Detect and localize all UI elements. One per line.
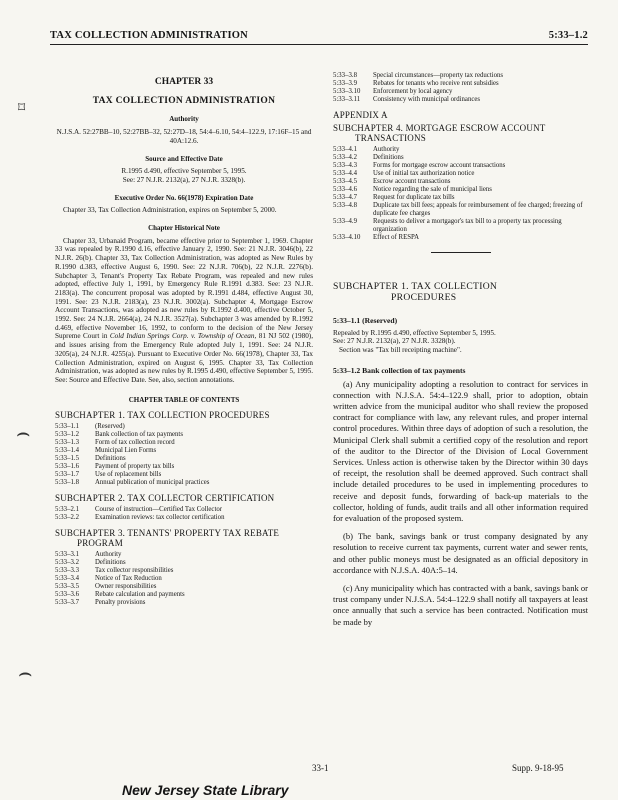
toc-entry-number: 5:33–1.2 [55,431,79,439]
toc-entry [55,583,313,591]
case-citation: Cold Indian Springs Corp. v. Township of Ocean, [109,332,257,341]
toc-entry-title: Special circumstances—property tax reductions [373,72,504,79]
toc-entry-title: Municipal Lien Forms [95,447,157,455]
toc-entry-number: 5:33–3.1 [55,551,79,559]
toc-entry-title: Owner responsibilities [95,583,157,591]
toc-entry-title: Notice regarding the sale of municipal liens [373,186,492,193]
toc-entry-title: Consistency with municipal ordinances [373,96,481,103]
toc-entry-number: 5:33–3.10 [333,88,361,95]
toc-entry-number: 5:33–4.3 [333,162,357,169]
toc-entry [55,431,313,439]
toc-entry [55,599,313,607]
toc-entry-title: Examination reviews: tax collector certification [95,514,225,522]
toc-entry-number: 5:33–1.3 [55,439,79,447]
toc-entry [55,439,313,447]
toc-entry [55,479,313,487]
paragraph-c: (c) Any municipality which has contracted with a bank, savings bank or trust company under N.J.S.A. 54:4–122.9 shall notify all taxpayers at least once annually that such a service has been contracted. Notification must be made by [333,582,588,627]
toc-entry [55,551,313,559]
toc-entry [333,146,588,154]
toc-entry-title: Effect of RESPA [373,234,420,241]
toc-entry-number: 5:33–4.8 [333,202,357,209]
toc-entry-number: 5:33–2.2 [55,514,79,522]
toc-entry-number: 5:33–1.5 [55,455,79,463]
toc-entry [55,471,313,479]
toc-entry [55,567,313,575]
toc-entry-title: Course of instruction—Certified Tax Collector [95,506,223,514]
toc-entry-title: Definitions [95,559,126,567]
toc-entry-number: 5:33–3.2 [55,559,79,567]
subchapter-1-title: SUBCHAPTER 1. TAX COLLECTION PROCEDURES [333,281,498,303]
appendix-heading: APPENDIX A [333,110,388,120]
paragraph-a: (a) Any municipality adopting a resolution to contract for services in connection with N.J.S.A. 54:4–122.9 shall, prior to adoption, obtain written advice from the municipal auditor who shall review the proposed contract for compliance with law, any relevant rules, and proper internal control procedures. Within three days of adoption of such a resolution, the Municipal Clerk shall submit a certified copy of the resolution and report of the auditor to the Director of the Division of Local Government Services. Unless action is otherwise taken by the Director within 30 days of receipt, the resolution shall be deemed approved. Such contract shall include detailed procedures to be used in implementing procedures to receive and deposit funds, forwarding of back-up materials to the collector, holding of funds, audit trails and all other information required for evaluation of the proposed system. [333,378,588,523]
executive-order-heading: Executive Order No. 66(1978) Expiration Date [114,193,254,202]
toc-entry [333,234,588,242]
header-section: 5:33–1.2 [548,30,588,41]
toc-entry-title: Bank collection of tax payments [95,431,183,439]
toc-entry-number: 5:33–3.4 [55,575,79,583]
toc-entry-title: Form of tax collection record [95,439,175,447]
toc-entry [55,455,313,463]
toc-entry-title: Escrow account transactions [373,178,451,185]
subchapter-4-list [333,146,588,242]
toc-entry [55,514,313,522]
toc-entry [333,80,588,88]
running-header [50,30,588,45]
paragraph-b: (b) The bank, savings bank or trust company designated by any resolution to receive current tax payments, current water and sewer rents, and other public moneys must be designated as an official depository in accordance with N.J.S.A. 40A:5–14. [333,531,588,575]
toc-heading: CHAPTER TABLE OF CONTENTS [128,395,240,404]
section-1-1-note: Section was "Tax bill receipting machine". [339,346,462,355]
executive-order-text: Chapter 33, Tax Collection Administration, expires on September 5, 2000. [63,206,277,215]
toc-entry [333,154,588,162]
source-line-2: See: 27 N.J.R. 2132(a), 27 N.J.R. 3328(b). [122,175,246,184]
supplement-date: Supp. 9-18-95 [512,763,564,773]
toc-entry-number: 5:33–1.8 [55,479,79,487]
toc-entry-number: 5:33–3.5 [55,583,79,591]
table-of-contents [55,410,313,607]
toc-entry-number: 5:33–4.10 [333,234,361,241]
toc-entry [55,423,313,431]
toc-entry-number: 5:33–3.7 [55,599,79,607]
toc-subchapter-heading: SUBCHAPTER 3. TENANTS' PROPERTY TAX REBATE PROGRAM [55,528,280,549]
toc-entry-number: 5:33–1.4 [55,447,79,455]
toc-entry-title: Tax collector responsibilities [95,567,174,575]
toc-entry-number: 5:33–4.4 [333,170,357,177]
toc-entry-number: 5:33–4.5 [333,178,357,185]
toc-entry-number: 5:33–4.9 [333,218,357,225]
binder-hole-mark-icon: ⌢ [18,660,33,685]
toc-entry [55,559,313,567]
toc-entry [55,506,313,514]
toc-entry-title: Definitions [95,455,126,463]
toc-entry [333,72,588,80]
toc-entry-title: Authority [95,551,122,559]
toc-entry-title: Rebates for tenants who receive rent subsidies [373,80,499,87]
section-1-2-heading: 5:33–1.2 Bank collection of tax payments [333,365,466,375]
toc-entry-number: 5:33–4.2 [333,154,357,161]
toc-entry-title: Rebate calculation and payments [95,591,185,599]
toc-list [55,551,313,607]
source-line-1: R.1995 d.490, effective September 5, 1995. [121,167,247,176]
toc-entry-title: Forms for mortgage escrow account transactions [373,162,506,169]
toc-entry-title: Request for duplicate tax bills [373,194,455,201]
historical-note-text: Chapter 33, Urbanaid Program, became effective prior to September 1, 1969. Chapter 33 was repealed by R.1990 d.16, effective January 2, 1990. See: 21 N.J.R. 3046(b), 22 N.J.R. 26(b). Chapter 33, Tax Collection Administration, was adopted as New Rules by R.1990 d.383, effective August 6, 1990. See: 22 N.J.R. 706(b), 22 N.J.R. 2276(b). Subchapter 3, Tenant's Property Tax Rebate Program, was repealed and new rules adopted, effective July 1, 1991, by Emergency Rule R.1991 d.383. See: 23 N.J.R. 2183(a). The concurrent proposal was adopted by R.1991 d.484, effective August 30, 1991. See: 23 N.J.R. 2183(a), 23 N.J.R. 3002(a). Subchapter 4, Mortgage Escrow Account Transactions, was adopted as new rules by R.1992 d.400, effective October 5, 1992. See: 24 N.J.R. 2664(a), 24 N.J.R. 3527(a). Subchapter 3 was amended by R.1992 d.469, effective November 16, 1992, to conform to the decision of the New Jersey Supreme Court in Cold Indian Springs Corp. v. Township of Ocean, 81 NJ 502 (1980), and issues arising from the Emergency Rule adopted July 1, 1991. See: 24 N.J.R. 3205(a), 24 N.J.R. 4255(a). Pursuant to Executive Order No. 66(1978), Chapter 33, Tax Collection Administration, expired on August 6, 1995. Chapter 33, Tax Collection Administration, was adopted as new rules by R.1995 d.490, effective September 5, 1995. See: Source and Effective Date. See, also, section annotations. [55,236,314,384]
toc-entry [55,447,313,455]
chapter-number: CHAPTER 33 [154,77,214,87]
binder-hole-mark-icon: ⌑ [18,101,26,116]
toc-entry-title: (Reserved) [95,423,125,431]
toc-entry-number: 5:33–2.1 [55,506,79,514]
toc-list [55,423,313,487]
toc-entry-title: Definitions [373,154,404,161]
toc-entry-title: Use of initial tax authorization notice [373,170,475,177]
toc-entry-number: 5:33–1.6 [55,463,79,471]
toc-continued [333,72,588,104]
toc-entry-number: 5:33–3.9 [333,80,357,87]
header-title: TAX COLLECTION ADMINISTRATION [50,30,248,41]
toc-entry [333,88,588,96]
toc-subchapter-heading: SUBCHAPTER 1. TAX COLLECTION PROCEDURES [55,410,270,421]
toc-entry [55,463,313,471]
toc-list [55,506,313,522]
toc-entry [333,170,588,178]
toc-entry [55,575,313,583]
toc-entry [333,178,588,186]
authority-text: N.J.S.A. 52:27BB–10, 52:27BB–32, 52:27D–18, 54:4–6.10, 54:4–122.9, 17:16F–15 and 40A:12.6. [56,128,312,145]
page-number: 33-1 [312,763,329,773]
toc-entry-number: 5:33–1.7 [55,471,79,479]
toc-entry-number: 5:33–3.8 [333,72,357,79]
chapter-title: TAX COLLECTION ADMINISTRATION [92,95,276,106]
toc-entry-title: Use of replacement bills [95,471,162,479]
source-heading: Source and Effective Date [145,154,223,163]
toc-entry-title: Notice of Tax Reduction [95,575,162,583]
toc-entry-number: 5:33–3.3 [55,567,79,575]
toc-entry-title: Authority [373,146,400,153]
historical-note-heading: Chapter Historical Note [148,224,220,233]
toc-entry-title: Enforcement by local agency [373,88,453,95]
subchapter-4-heading: SUBCHAPTER 4. MORTGAGE ESCROW ACCOUNT TRANSACTIONS [333,123,546,143]
right-column [333,72,588,628]
toc-entry [333,218,588,234]
toc-entry-title: Annual publication of municipal practices [95,479,210,487]
section-1-1-see: See: 27 N.J.R. 2132(a), 27 N.J.R. 3328(b). [333,337,456,346]
toc-subchapter-heading: SUBCHAPTER 2. TAX COLLECTOR CERTIFICATION [55,493,275,504]
library-stamp: New Jersey State Library [122,782,289,798]
toc-entry [55,591,313,599]
divider [431,252,491,253]
toc-entry [333,194,588,202]
toc-entry-title: Payment of property tax bills [95,463,175,471]
toc-entry [333,202,588,218]
toc-entry [333,186,588,194]
binder-hole-mark-icon: ⌢ [16,420,31,445]
toc-entry-number: 5:33–4.7 [333,194,357,201]
toc-entry-number: 5:33–1.1 [55,423,79,431]
authority-heading: Authority [169,115,199,124]
toc-entry-number: 5:33–3.6 [55,591,79,599]
toc-entry-title: Requests to deliver a mortgagor's tax bill to a property tax processing organization [373,218,562,233]
section-1-1-repeal: Repealed by R.1995 d.490, effective September 5, 1995. [333,328,496,337]
toc-entry-title: Penalty provisions [95,599,146,607]
section-1-1-heading: 5:33–1.1 (Reserved) [333,316,398,325]
toc-entry-number: 5:33–3.11 [333,96,361,103]
toc-entry-title: Duplicate tax bill fees; appeals for reimbursement of fee charged; freezing of duplicate fee charges [373,202,583,217]
toc-entry-number: 5:33–4.1 [333,146,357,153]
toc-entry [333,96,588,104]
toc-entry [333,162,588,170]
toc-entry-number: 5:33–4.6 [333,186,357,193]
left-column [55,72,313,607]
